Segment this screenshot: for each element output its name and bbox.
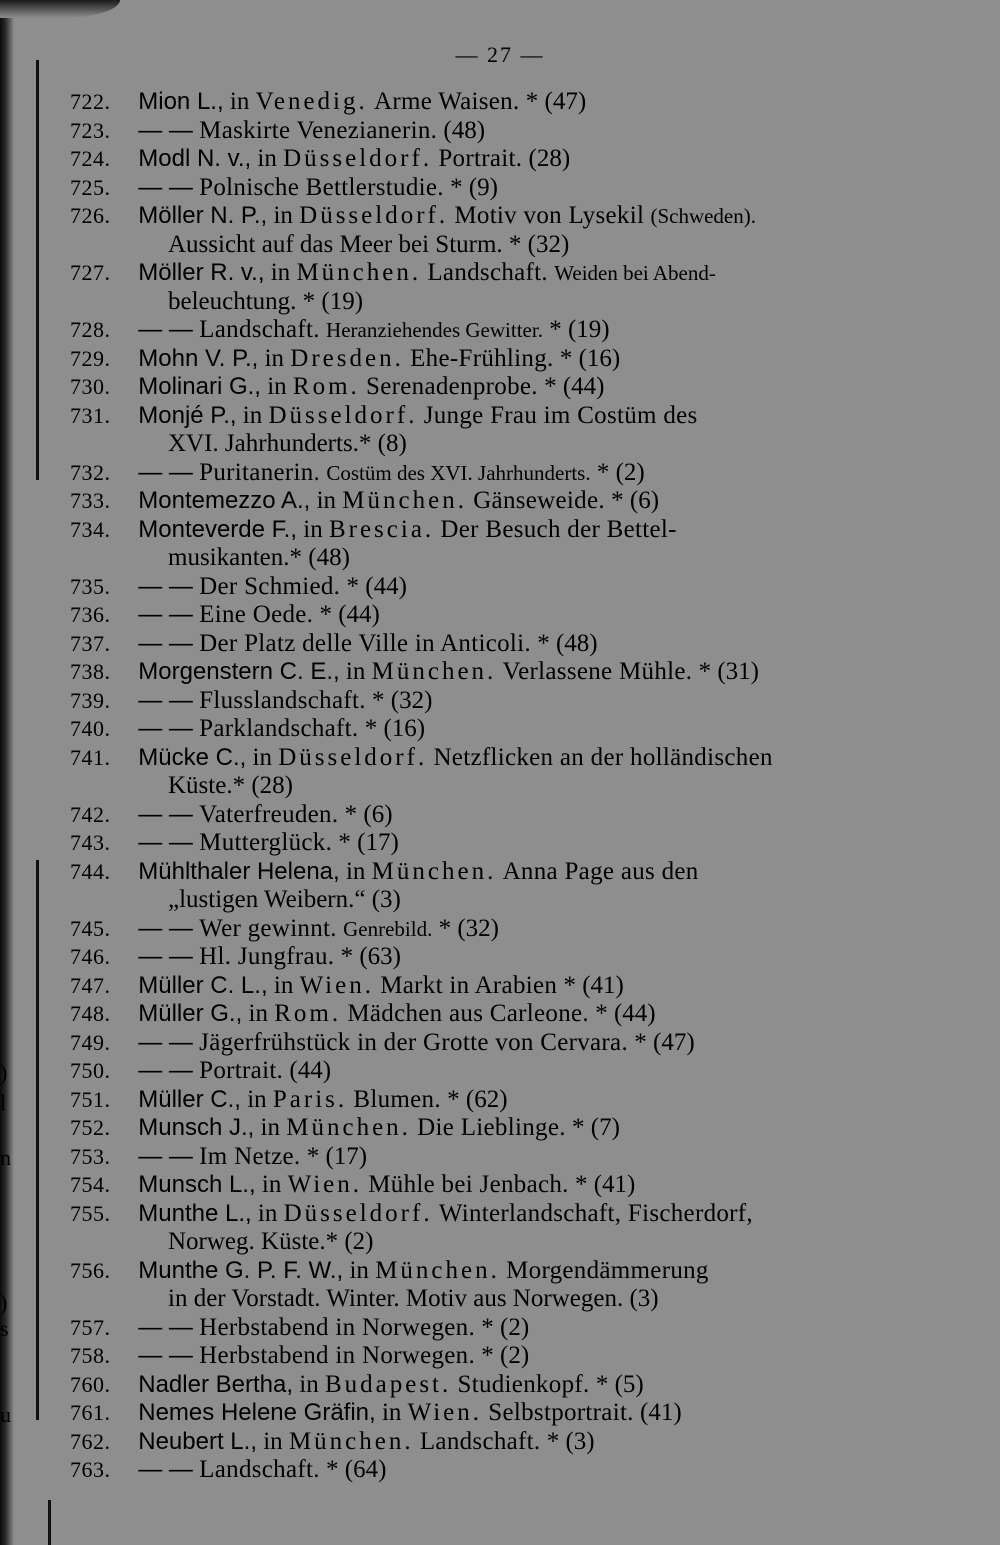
artwork-title: Studienkopf. (457, 1370, 590, 1398)
catalog-entry (70, 1428, 930, 1457)
catalog-reference: * (64) (326, 1456, 387, 1483)
catalog-entry (70, 601, 930, 630)
catalog-entry (70, 829, 930, 858)
city-name: Düsseldorf. (299, 202, 449, 229)
artist-name: — — (138, 1342, 193, 1369)
preposition: in (270, 259, 291, 286)
entry-number: 733. (70, 488, 111, 513)
catalog-entry (70, 915, 930, 944)
entry-number: 761. (70, 1400, 111, 1425)
artwork-title: Die Lieblinge. (417, 1114, 566, 1141)
artist-name: — — (138, 800, 193, 828)
city-name: Düsseldorf. (268, 401, 418, 429)
artwork-title: Portrait. (199, 1057, 284, 1084)
entry-number: 755. (70, 1200, 111, 1226)
city-name: Venedig. (255, 88, 368, 115)
catalog-reference: * (32) (372, 686, 433, 714)
artwork-title: Motiv von Lysekil (454, 202, 645, 229)
entry-number: 760. (70, 1371, 111, 1397)
catalog-reference: (44) (289, 1057, 332, 1084)
catalog-reference: * (2) (596, 458, 645, 486)
catalog-reference: * (63) (340, 943, 401, 970)
entry-continuation: beleuchtung. * (19) (168, 287, 364, 315)
artist-name: Munthe G. P. F. W., (138, 1256, 344, 1284)
artist-name: Müller G., (138, 1000, 243, 1027)
entry-number: 723. (70, 117, 111, 143)
entry-number: 743. (70, 830, 111, 855)
artist-name: Molinari G., (138, 373, 261, 400)
entry-number: 729. (70, 345, 111, 371)
artist-name: Modl N. v., (138, 145, 252, 172)
entry-number: 722. (70, 89, 111, 114)
entry-number: 744. (70, 858, 111, 884)
catalog-reference: (28) (528, 145, 571, 172)
artwork-title: Arme Waisen. (374, 88, 520, 115)
margin-rule-lower (36, 860, 39, 1420)
preposition: in (381, 1399, 402, 1426)
catalog-reference: * (16) (559, 344, 621, 372)
catalog-entry (70, 88, 930, 117)
catalog-entry (70, 174, 930, 203)
artist-name: Morgenstern C. E., (138, 658, 340, 685)
entry-continuation: Norweg. Küste.* (2) (168, 1228, 374, 1255)
artist-name: Nemes Helene Gräfin, (138, 1399, 376, 1426)
city-name: Brescia. (328, 515, 435, 543)
artwork-title: Mutterglück. (199, 829, 333, 856)
entry-number: 749. (70, 1029, 111, 1055)
preposition: in (257, 145, 277, 172)
entry-number: 725. (70, 174, 111, 200)
artwork-title: Puritanerin. (199, 458, 321, 486)
margin-letter: ) (0, 1060, 8, 1085)
catalog-entry (70, 1000, 930, 1029)
preposition: in (229, 88, 250, 115)
title-detail: (Schweden). (650, 204, 756, 228)
catalog-entry (70, 516, 930, 545)
entry-number: 735. (70, 573, 111, 599)
city-name: Wien. (299, 971, 374, 999)
entry-number: 732. (70, 459, 111, 485)
preposition: in (260, 1114, 280, 1141)
artist-name: — — (138, 1313, 193, 1341)
artwork-title: Der Platz delle Ville in Anticoli. (199, 629, 531, 657)
catalog-entry (70, 1314, 930, 1343)
entry-continuation: Aussicht auf das Meer bei Sturm. * (32) (168, 230, 570, 258)
catalog-entry (70, 402, 930, 431)
catalog-entry (70, 658, 930, 687)
artist-name: — — (138, 715, 193, 742)
catalog-entry (70, 715, 930, 744)
entry-number: 753. (70, 1143, 111, 1169)
artist-name: — — (138, 458, 193, 486)
artist-name: Möller R. v., (138, 259, 265, 286)
catalog-entry (70, 459, 930, 488)
catalog-entry (70, 487, 930, 516)
artwork-title: Gänseweide. (473, 487, 605, 514)
entry-number: 741. (70, 744, 111, 770)
catalog-entry (70, 858, 930, 887)
entry-number: 756. (70, 1257, 111, 1283)
entry-number: 763. (70, 1457, 111, 1482)
catalog-entry (70, 1342, 930, 1371)
artwork-title: Blumen. (353, 1085, 441, 1113)
preposition: in (349, 1256, 369, 1284)
catalog-entry (70, 259, 930, 288)
entry-number: 754. (70, 1172, 111, 1197)
preposition: in (345, 857, 366, 885)
city-name: Düsseldorf. (278, 743, 428, 771)
city-name: Dresden. (290, 344, 404, 372)
artist-name: — — (138, 943, 193, 970)
entry-continuation: „lustigen Weibern.“ (3) (168, 886, 401, 913)
catalog-reference: * (44) (595, 1000, 656, 1027)
catalog-entry (70, 943, 930, 972)
city-name: München. (286, 1114, 411, 1141)
entry-number: 738. (70, 659, 111, 684)
entry-number: 730. (70, 374, 111, 399)
catalog-entry (70, 1143, 930, 1172)
city-name: München. (342, 487, 467, 514)
catalog-reference: * (6) (344, 800, 393, 828)
artwork-title: Selbstportrait. (488, 1399, 634, 1426)
preposition: in (273, 971, 294, 999)
entry-number: 762. (70, 1428, 111, 1454)
artwork-title: Jägerfrühstück in der Grotte von Cervara. (199, 1028, 628, 1056)
artist-name: Müller C., (138, 1085, 241, 1113)
catalog-entry (70, 801, 930, 830)
catalog-reference: * (47) (634, 1028, 695, 1056)
artist-name: Monteverde F., (138, 515, 297, 543)
artwork-title: Winterlandschaft, Fischerdorf, (438, 1199, 753, 1227)
artist-name: — — (138, 1028, 193, 1056)
artist-name: Mohn V. P., (138, 344, 259, 372)
city-name: Rom. (274, 1000, 342, 1027)
artwork-title: Mühle bei Jenbach. (368, 1171, 569, 1198)
entry-number: 727. (70, 260, 111, 285)
artist-name: Mion L., (138, 88, 224, 115)
entry-number: 740. (70, 716, 111, 741)
catalog-entry (70, 1399, 930, 1428)
city-name: Paris. (272, 1085, 348, 1113)
city-name: Düsseldorf. (283, 1199, 433, 1227)
artwork-title: Junge Frau im Costüm des (423, 401, 698, 429)
catalog-entry (70, 972, 930, 1001)
catalog-entry (70, 1086, 930, 1115)
artwork-title: Landschaft. (419, 1427, 541, 1455)
entry-number: 739. (70, 687, 111, 713)
artist-name: Nadler Bertha, (138, 1370, 293, 1398)
artwork-title: Wer gewinnt. (199, 914, 337, 942)
preposition: in (248, 1000, 268, 1027)
catalog-entry (70, 744, 930, 773)
catalog-reference: * (2) (481, 1313, 530, 1341)
catalog-reference: * (44) (544, 373, 605, 400)
city-name: Budapest. (324, 1370, 452, 1398)
catalog-reference: * (32) (438, 914, 499, 942)
artist-name: Neubert L., (138, 1427, 257, 1455)
artwork-title: Netzflicken an der holländischen (433, 743, 773, 771)
artwork-title: Morgendämmerung (506, 1256, 709, 1284)
title-detail: Costüm des XVI. Jahrhunderts. (326, 460, 591, 485)
preposition: in (345, 658, 366, 685)
catalog-entry (70, 345, 930, 374)
artwork-title: Verlassene Mühle. (502, 658, 693, 685)
artwork-title: Herbstabend in Norwegen. (199, 1342, 476, 1369)
artwork-title: Vaterfreuden. (199, 800, 339, 828)
artwork-title: Anna Page aus den (502, 857, 699, 885)
margin-letter: u (0, 1402, 11, 1427)
catalog-reference: * (41) (574, 1171, 636, 1198)
catalog-entry (70, 1371, 930, 1400)
entry-number: 731. (70, 402, 111, 428)
preposition: in (252, 743, 272, 771)
catalog-reference: * (19) (549, 316, 610, 343)
catalog-reference: * (16) (364, 715, 426, 742)
catalog-entry (70, 1114, 930, 1143)
artist-name: Müller C. L., (138, 971, 268, 999)
artist-name: Munsch L., (138, 1171, 256, 1198)
entry-continuation: musikanten.* (48) (168, 544, 350, 571)
artwork-title: Eine Oede. (199, 601, 314, 628)
catalog-entry (70, 687, 930, 716)
artwork-title: Der Besuch der Bettel- (440, 515, 677, 543)
artwork-title: Flusslandschaft. (199, 686, 366, 714)
title-detail: Genrebild. (343, 916, 433, 941)
margin-letter: n (0, 1145, 11, 1170)
entry-number: 726. (70, 203, 111, 228)
entry-number: 751. (70, 1086, 111, 1112)
catalog-entry (70, 117, 930, 146)
artwork-title: Landschaft. (427, 259, 548, 286)
title-detail: Weiden bei Abend- (554, 261, 716, 285)
artist-name: Monjé P., (138, 401, 237, 429)
artist-name: Mücke C., (138, 743, 247, 771)
catalog-reference: * (5) (595, 1370, 644, 1398)
artwork-title: Landschaft. (199, 1456, 320, 1483)
artist-name: — — (138, 173, 193, 201)
city-name: München. (375, 1256, 500, 1284)
artist-name: — — (138, 829, 193, 856)
preposition: in (273, 202, 293, 229)
catalog-entry (70, 1257, 930, 1286)
catalog-reference: * (3) (546, 1427, 595, 1455)
entry-number: 750. (70, 1058, 111, 1083)
catalog-reference: * (2) (481, 1342, 530, 1369)
city-name: Rom. (292, 373, 360, 400)
artist-name: — — (138, 914, 193, 942)
artist-name: Munthe L., (138, 1199, 252, 1227)
artist-name: Möller N. P., (138, 202, 268, 229)
margin-letter: ) (0, 1290, 8, 1315)
catalog-entry (70, 145, 930, 174)
preposition: in (242, 401, 263, 429)
catalog-reference: * (6) (611, 487, 660, 514)
margin-letter: l (0, 1090, 7, 1115)
artwork-title: Hl. Jungfrau. (199, 943, 335, 970)
entry-continuation: in der Vorstadt. Winter. Motiv aus Norwegen. (3) (168, 1285, 659, 1312)
catalog-reference: * (9) (450, 173, 498, 201)
artist-name: — — (138, 601, 193, 628)
entry-number: 748. (70, 1001, 111, 1026)
catalog-reference: * (48) (537, 629, 598, 657)
preposition: in (263, 1427, 283, 1455)
city-name: München. (371, 857, 497, 885)
artist-name: — — (138, 572, 193, 600)
catalog-reference: * (31) (698, 658, 759, 685)
margin-letter: s (0, 1316, 9, 1341)
preposition: in (303, 515, 323, 543)
artwork-title: Maskirte Venezianerin. (199, 116, 438, 144)
entry-number: 734. (70, 516, 111, 542)
city-name: Wien. (407, 1399, 483, 1426)
catalog-reference: * (17) (338, 829, 399, 856)
catalog-reference: * (47) (525, 88, 587, 115)
preposition: in (261, 1171, 282, 1198)
artist-name: Munsch J., (138, 1114, 255, 1141)
catalog-reference: * (7) (572, 1114, 620, 1141)
artwork-title: Serenadenprobe. (366, 373, 538, 400)
catalog-entries (70, 88, 930, 1485)
margin-rule-upper (36, 60, 39, 480)
preposition: in (267, 373, 287, 400)
city-name: Düsseldorf. (283, 145, 433, 172)
entry-continuation: XVI. Jahrhunderts.* (8) (168, 430, 407, 457)
catalog-entry (70, 573, 930, 602)
catalog-entry (70, 1029, 930, 1058)
preposition: in (257, 1199, 278, 1227)
entry-number: 752. (70, 1115, 111, 1140)
artwork-title: Der Schmied. (199, 572, 341, 600)
catalog-entry (70, 1171, 930, 1200)
artwork-title: Polnische Bettlerstudie. (199, 173, 444, 201)
catalog-entry (70, 373, 930, 402)
city-name: Wien. (287, 1171, 362, 1198)
artist-name: — — (138, 686, 193, 714)
catalog-reference: * (41) (563, 971, 624, 999)
catalog-reference: * (17) (306, 1142, 368, 1170)
entry-number: 728. (70, 317, 111, 342)
artwork-title: Portrait. (438, 145, 523, 172)
entry-number: 724. (70, 146, 111, 171)
artwork-title: Herbstabend in Norwegen. (199, 1313, 476, 1341)
artist-name: Montemezzo A., (138, 487, 311, 514)
catalog-entry (70, 202, 930, 231)
entry-number: 736. (70, 602, 111, 627)
entry-continuation: Küste.* (28) (168, 772, 293, 799)
artwork-title: Im Netze. (199, 1142, 301, 1170)
entry-number: 745. (70, 915, 111, 941)
artist-name: — — (138, 629, 193, 657)
artist-name: Mühlthaler Helena, (138, 857, 340, 885)
entry-number: 742. (70, 801, 111, 827)
catalog-reference: * (44) (319, 601, 380, 628)
preposition: in (264, 344, 285, 372)
artist-name: — — (138, 1142, 193, 1170)
page-curl-shadow (0, 0, 120, 18)
artwork-title: Parklandschaft. (199, 715, 359, 742)
page-number: — 27 — (455, 42, 545, 67)
artwork-title: Mädchen aus Carleone. (347, 1000, 589, 1027)
artwork-title: Ehe-Frühling. (410, 344, 554, 372)
catalog-entry (70, 1200, 930, 1229)
catalog-entry (70, 316, 930, 345)
preposition: in (247, 1085, 267, 1113)
preposition: in (299, 1370, 319, 1398)
entry-number: 747. (70, 972, 111, 998)
artwork-title: Markt in Arabien (380, 971, 558, 999)
entry-number: 757. (70, 1314, 111, 1340)
artist-name: — — (138, 1057, 193, 1084)
city-name: München. (371, 658, 497, 685)
artist-name: — — (138, 1456, 193, 1483)
catalog-reference: * (44) (346, 572, 407, 600)
artist-name: — — (138, 316, 193, 343)
title-detail: Heranziehendes Gewitter. (326, 318, 543, 342)
catalog-entry (70, 1057, 930, 1086)
catalog-reference: (48) (443, 116, 486, 144)
catalog-reference: * (62) (447, 1085, 508, 1113)
margin-rule-bottom (48, 1500, 51, 1545)
catalog-entry (70, 1456, 930, 1485)
city-name: München. (288, 1427, 414, 1455)
entry-number: 737. (70, 630, 111, 656)
city-name: München. (296, 259, 422, 286)
artwork-title: Landschaft. (199, 316, 320, 343)
catalog-reference: (41) (640, 1399, 682, 1426)
catalog-entry (70, 630, 930, 659)
entry-number: 746. (70, 944, 111, 969)
entry-number: 758. (70, 1343, 111, 1368)
preposition: in (316, 487, 337, 514)
artist-name: — — (138, 116, 193, 144)
